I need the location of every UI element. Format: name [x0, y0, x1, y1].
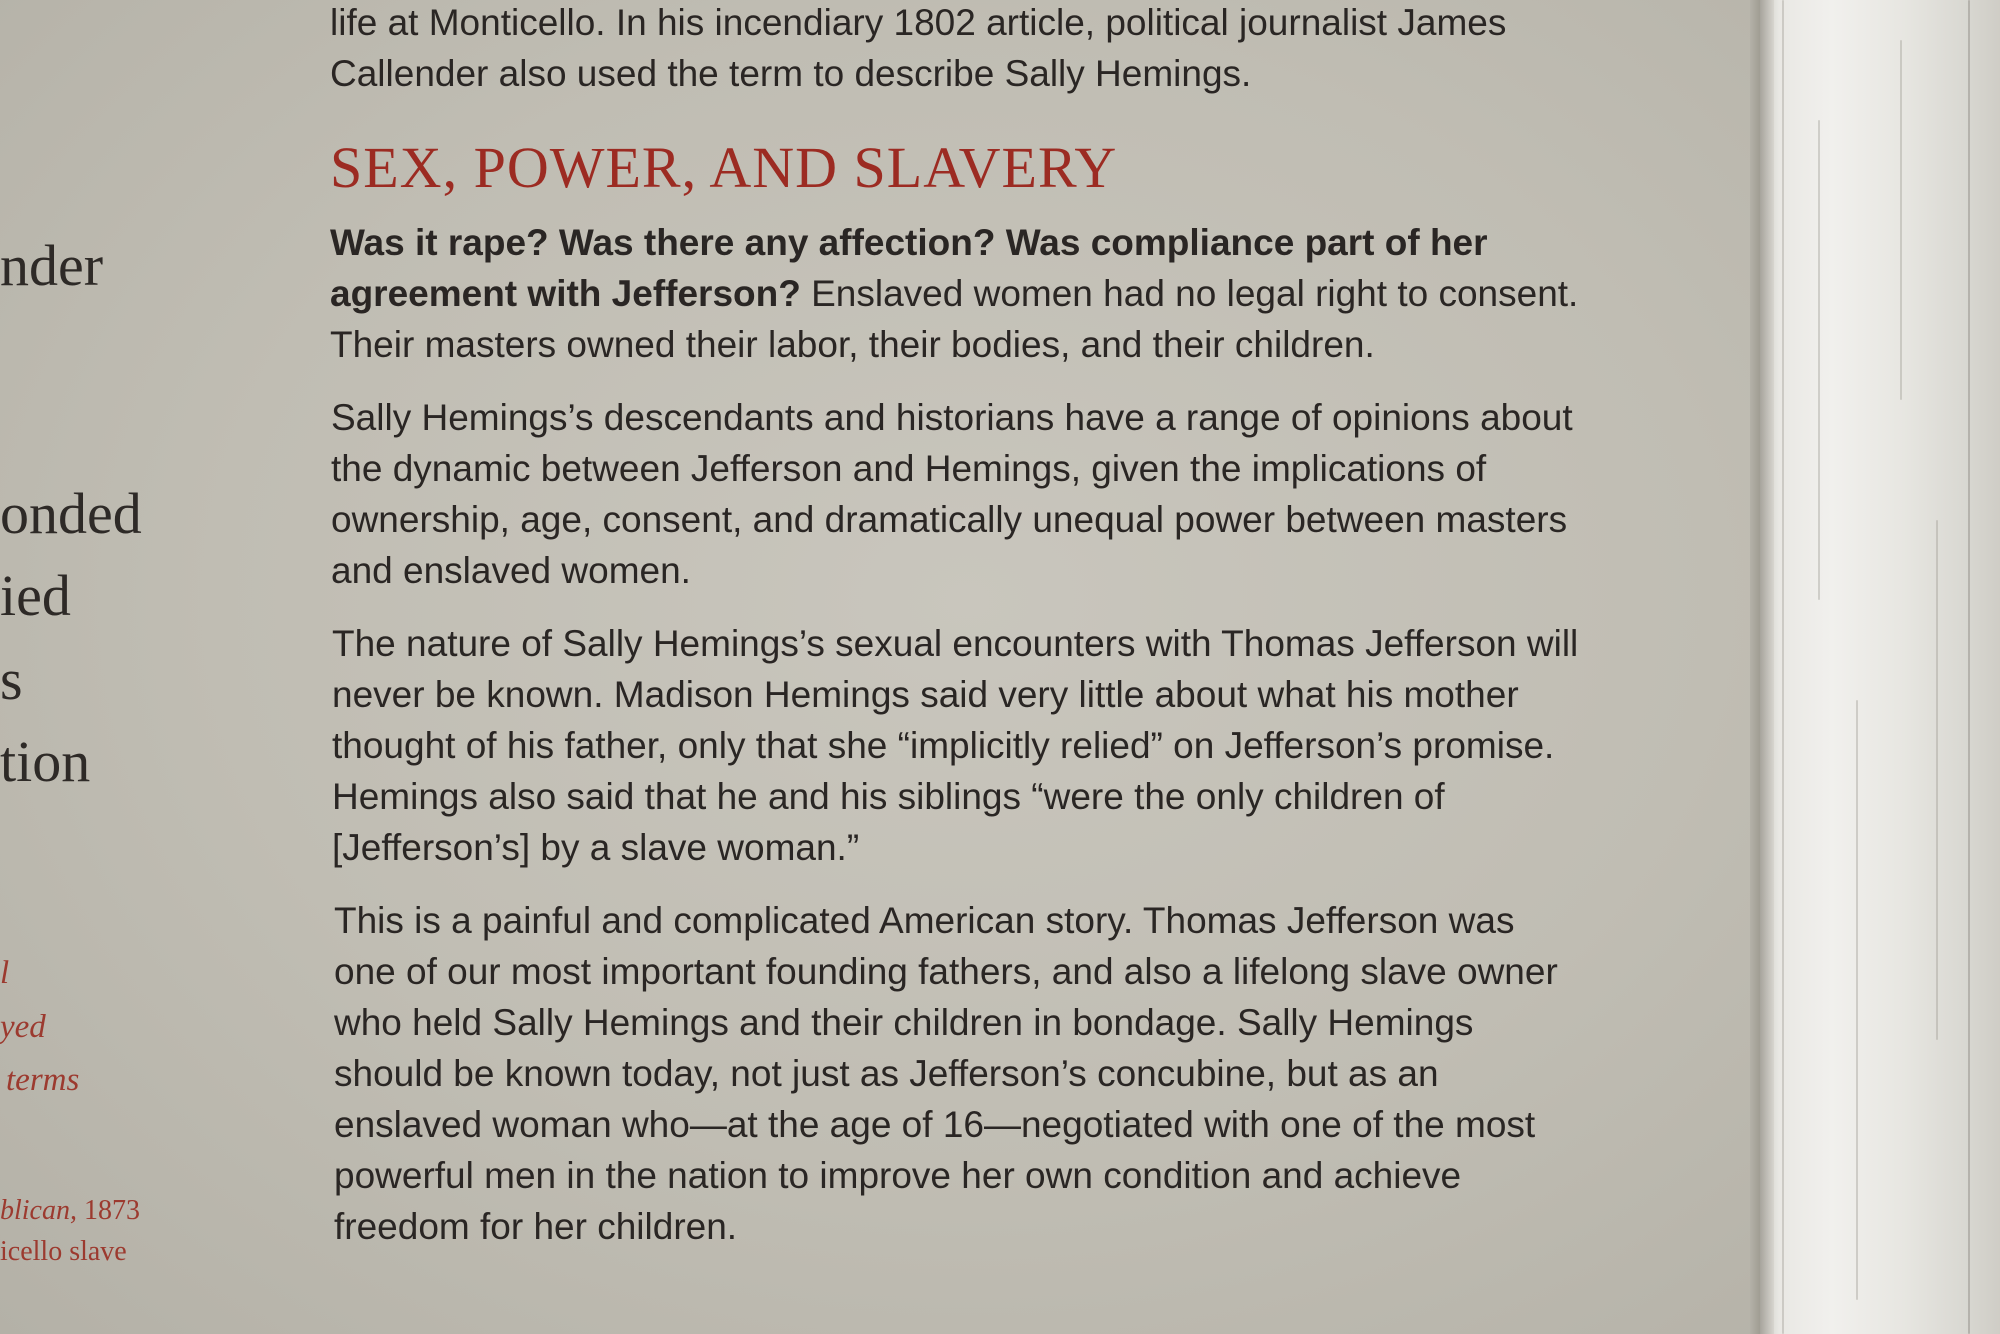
- p3-line-4: Hemings also said that he and his siblings “were the only children of: [332, 776, 1445, 817]
- p4-line-1: This is a painful and complicated American story. Thomas Jefferson was: [334, 900, 1515, 941]
- wood-grain-line: [1968, 0, 1970, 1334]
- paragraph-2: [331, 392, 1573, 596]
- intro-line-1: life at Monticello. In his incendiary 1802 article, political journalist James: [330, 2, 1507, 43]
- left-quote-fragment-1: l: [0, 955, 10, 991]
- left-fragment-5: tion: [0, 729, 91, 794]
- p2-line-4: and enslaved women.: [331, 550, 691, 591]
- intro-paragraph: [330, 0, 1506, 99]
- p2-line-3: ownership, age, consent, and dramatically unequal power between masters: [331, 499, 1568, 540]
- left-citation-line-2: icello slave: [0, 1236, 127, 1267]
- paragraph-1: [330, 217, 1578, 370]
- left-quote-fragment-3: terms: [6, 1062, 80, 1098]
- p4-line-2: one of our most important founding fathers, and also a lifelong slave owner: [334, 951, 1558, 992]
- left-fragment-2: onded: [0, 481, 142, 546]
- paragraph-4: [334, 895, 1558, 1252]
- wooden-frame: [1760, 0, 2000, 1334]
- p1-line-2: [330, 268, 1578, 319]
- wood-grain-line: [1818, 120, 1820, 600]
- p1-line-2-rest: Enslaved women had no legal right to consent.: [800, 273, 1579, 314]
- wood-grain-line: [1900, 40, 1902, 400]
- intro-line-2: Callender also used the term to describe Sally Hemings.: [330, 53, 1252, 94]
- wood-grain-line: [1782, 0, 1784, 1334]
- wood-grain-line: [1856, 700, 1858, 1300]
- p4-line-4: should be known today, not just as Jefferson’s concubine, but as an: [334, 1053, 1439, 1094]
- p1-line-3: Their masters owned their labor, their bodies, and their children.: [330, 324, 1375, 365]
- p2-line-1: Sally Hemings’s descendants and historians have a range of opinions about: [331, 397, 1573, 438]
- p3-line-2: never be known. Madison Hemings said very little about what his mother: [332, 674, 1519, 715]
- p2-line-2: the dynamic between Jefferson and Hemings, given the implications of: [331, 448, 1487, 489]
- left-fragment-4: s: [0, 647, 23, 712]
- left-fragment-1: nder: [0, 233, 104, 298]
- frame-edge: [1760, 0, 1774, 1334]
- p3-line-3: thought of his father, only that she “implicitly relied” on Jefferson’s promise.: [332, 725, 1555, 766]
- p3-line-5: [Jefferson’s] by a slave woman.”: [332, 827, 860, 868]
- p4-line-6: powerful men in the nation to improve her own condition and achieve: [334, 1155, 1462, 1196]
- paragraph-3: [332, 618, 1578, 873]
- wood-grain-line: [1936, 520, 1938, 1040]
- p4-line-3: who held Sally Hemings and their children in bondage. Sally Hemings: [334, 1002, 1474, 1043]
- p4-line-7: freedom for her children.: [334, 1206, 738, 1247]
- p1-bold-question-end: agreement with Jefferson?: [330, 273, 801, 314]
- p1-bold-question: Was it rape? Was there any affection? Was compliance part of her: [330, 222, 1488, 263]
- p1-line-1: [330, 217, 1578, 268]
- left-fragment-3: ied: [0, 563, 71, 628]
- left-citation-year: 1873: [77, 1195, 140, 1226]
- left-citation: [0, 1195, 140, 1227]
- p4-line-5: enslaved woman who—at the age of 16—negotiated with one of the most: [334, 1104, 1536, 1145]
- p3-line-1: The nature of Sally Hemings’s sexual encounters with Thomas Jefferson will: [332, 623, 1579, 664]
- section-heading: SEX, POWER, AND SLAVERY: [330, 135, 1118, 200]
- left-quote-fragment-2: yed: [0, 1009, 46, 1045]
- left-citation-title: blican,: [0, 1195, 77, 1226]
